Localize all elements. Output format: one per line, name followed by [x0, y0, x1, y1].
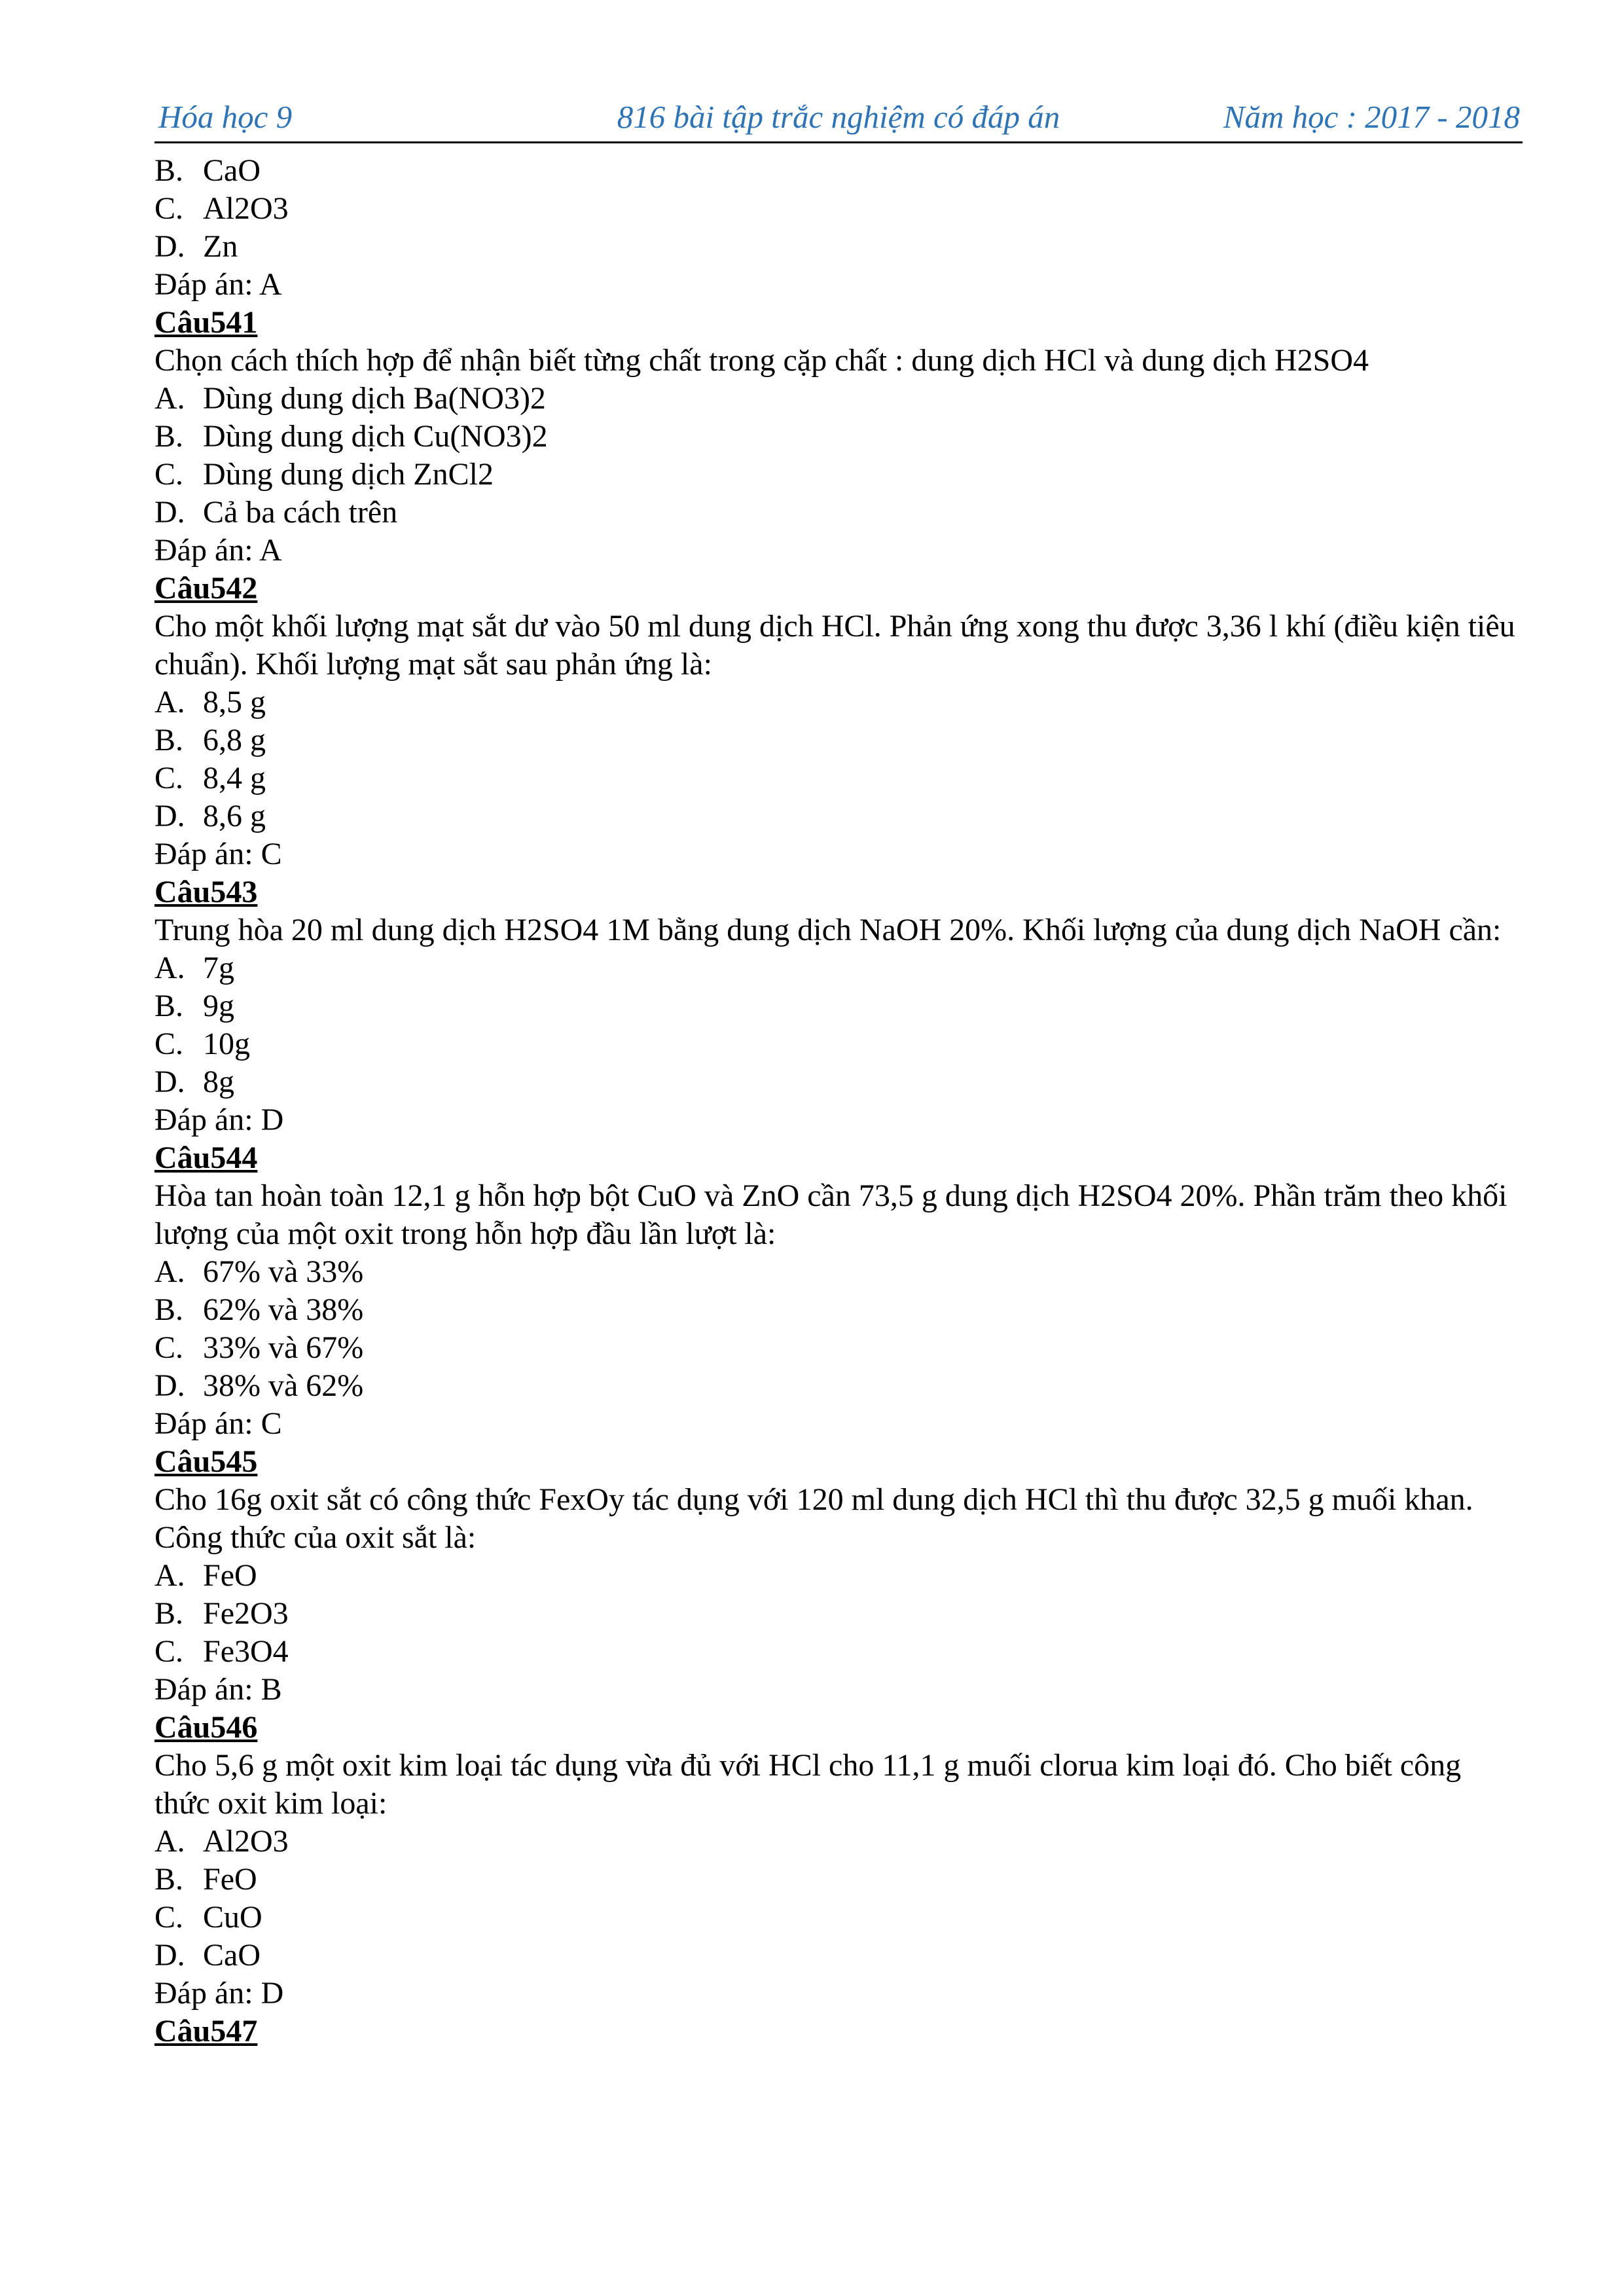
- option-line: [154, 1557, 1523, 1595]
- option-line: [154, 721, 1523, 759]
- option-line: [154, 152, 1523, 190]
- option-line: [154, 683, 1523, 721]
- question-title: Câu545: [154, 1444, 258, 1479]
- option-line: [154, 987, 1523, 1025]
- option-letter: B.: [154, 419, 184, 454]
- answer-line: Đáp án: A: [154, 533, 282, 568]
- option-text: 62% và 38%: [203, 1292, 364, 1327]
- question-text: Chọn cách thích hợp để nhận biết từng chất trong cặp chất : dung dịch HCl và dung dịch H2SO4: [154, 343, 1369, 378]
- option-letter: B.: [154, 1596, 184, 1631]
- option-text: Dùng dung dịch Ba(NO3)2: [203, 381, 546, 416]
- option-line: [154, 1063, 1523, 1101]
- option-line: [154, 797, 1523, 835]
- option-letter: D.: [154, 495, 185, 530]
- option-letter: C.: [154, 761, 184, 795]
- option-letter: A.: [154, 1824, 185, 1859]
- option-text: Fe2O3: [203, 1596, 289, 1631]
- option-line: [154, 1595, 1523, 1633]
- document-body: [154, 152, 1523, 2050]
- option-letter: A.: [154, 951, 185, 985]
- option-line: [154, 1823, 1523, 1861]
- option-letter: D.: [154, 1065, 185, 1099]
- option-text: 38% và 62%: [203, 1368, 364, 1403]
- option-text: 8,6 g: [203, 799, 266, 833]
- answer-line: Đáp án: C: [154, 1406, 282, 1441]
- question-title: Câu544: [154, 1140, 258, 1175]
- option-text: 6,8 g: [203, 723, 266, 757]
- question-text: Hòa tan hoàn toàn 12,1 g hỗn hợp bột CuO và ZnO cần 73,5 g dung dịch H2SO4 20%. Phần trăm theo khối lượng của một oxit trong hỗn hợp đầu lần lượt là:: [154, 1178, 1507, 1251]
- question-title: Câu546: [154, 1710, 258, 1745]
- option-text: CuO: [203, 1900, 262, 1935]
- option-text: 9g: [203, 989, 234, 1023]
- option-text: Dùng dung dịch Cu(NO3)2: [203, 419, 548, 454]
- option-letter: A.: [154, 381, 185, 416]
- option-line: [154, 418, 1523, 456]
- option-letter: C.: [154, 1634, 184, 1669]
- answer-line: Đáp án: C: [154, 837, 282, 871]
- question-title: Câu543: [154, 875, 258, 909]
- option-text: 8,4 g: [203, 761, 266, 795]
- option-text: CaO: [203, 153, 261, 188]
- option-line: [154, 456, 1523, 494]
- option-letter: C.: [154, 1330, 184, 1365]
- option-letter: A.: [154, 685, 185, 720]
- option-text: Cả ba cách trên: [203, 495, 398, 530]
- question-title: Câu547: [154, 2014, 258, 2049]
- header-school-year: Năm học : 2017 - 2018: [1223, 99, 1520, 135]
- option-line: [154, 1937, 1523, 1975]
- option-letter: B.: [154, 723, 184, 757]
- answer-line: Đáp án: D: [154, 1102, 284, 1137]
- option-letter: C.: [154, 191, 184, 226]
- option-line: [154, 1633, 1523, 1671]
- header-subject: Hóa học 9: [158, 99, 293, 135]
- option-letter: B.: [154, 1292, 184, 1327]
- option-text: 33% và 67%: [203, 1330, 364, 1365]
- option-text: CaO: [203, 1938, 261, 1973]
- option-line: [154, 1291, 1523, 1329]
- option-text: 67% và 33%: [203, 1254, 364, 1289]
- option-line: [154, 1329, 1523, 1367]
- question-title: Câu541: [154, 305, 258, 340]
- option-line: [154, 1025, 1523, 1063]
- option-text: Zn: [203, 229, 238, 264]
- option-line: [154, 1861, 1523, 1899]
- question-text: Cho một khối lượng mạt sắt dư vào 50 ml dung dịch HCl. Phản ứng xong thu được 3,36 l khí (điều kiện tiêu chuẩn). Khối lượng mạt sắt sau phản ứng là:: [154, 609, 1515, 682]
- question-title: Câu542: [154, 571, 258, 606]
- option-letter: B.: [154, 989, 184, 1023]
- option-line: [154, 494, 1523, 532]
- question-text: Cho 5,6 g một oxit kim loại tác dụng vừa đủ với HCl cho 11,1 g muối clorua kim loại đó. Cho biết công thức oxit kim loại:: [154, 1748, 1462, 1821]
- option-letter: D.: [154, 1938, 185, 1973]
- option-letter: D.: [154, 1368, 185, 1403]
- option-letter: A.: [154, 1254, 185, 1289]
- option-text: 10g: [203, 1027, 250, 1061]
- answer-line: Đáp án: A: [154, 267, 282, 302]
- option-text: Al2O3: [203, 1824, 289, 1859]
- option-line: [154, 1367, 1523, 1405]
- header-title: 816 bài tập trắc nghiệm có đáp án: [617, 99, 1060, 135]
- page-header: [154, 93, 1523, 143]
- option-line: [154, 759, 1523, 797]
- option-letter: A.: [154, 1558, 185, 1593]
- option-text: Fe3O4: [203, 1634, 289, 1669]
- option-line: [154, 190, 1523, 228]
- option-letter: B.: [154, 1862, 184, 1897]
- option-letter: C.: [154, 1900, 184, 1935]
- option-text: FeO: [203, 1862, 257, 1897]
- question-text: Trung hòa 20 ml dung dịch H2SO4 1M bằng dung dịch NaOH 20%. Khối lượng của dung dịch NaOH cần:: [154, 913, 1502, 947]
- option-text: FeO: [203, 1558, 257, 1593]
- option-text: Dùng dung dịch ZnCl2: [203, 457, 494, 492]
- answer-line: Đáp án: D: [154, 1976, 284, 2011]
- option-line: [154, 1253, 1523, 1291]
- option-letter: D.: [154, 229, 185, 264]
- option-text: Al2O3: [203, 191, 289, 226]
- option-text: 7g: [203, 951, 234, 985]
- option-letter: B.: [154, 153, 184, 188]
- option-line: [154, 228, 1523, 266]
- option-text: 8g: [203, 1065, 234, 1099]
- option-line: [154, 949, 1523, 987]
- option-letter: C.: [154, 457, 184, 492]
- question-text: Cho 16g oxit sắt có công thức FexOy tác dụng với 120 ml dung dịch HCl thì thu được 32,5 g muối khan. Công thức của oxit sắt là:: [154, 1482, 1473, 1555]
- answer-line: Đáp án: B: [154, 1672, 282, 1707]
- option-line: [154, 1899, 1523, 1937]
- option-letter: C.: [154, 1027, 184, 1061]
- option-letter: D.: [154, 799, 185, 833]
- option-text: 8,5 g: [203, 685, 266, 720]
- option-line: [154, 380, 1523, 418]
